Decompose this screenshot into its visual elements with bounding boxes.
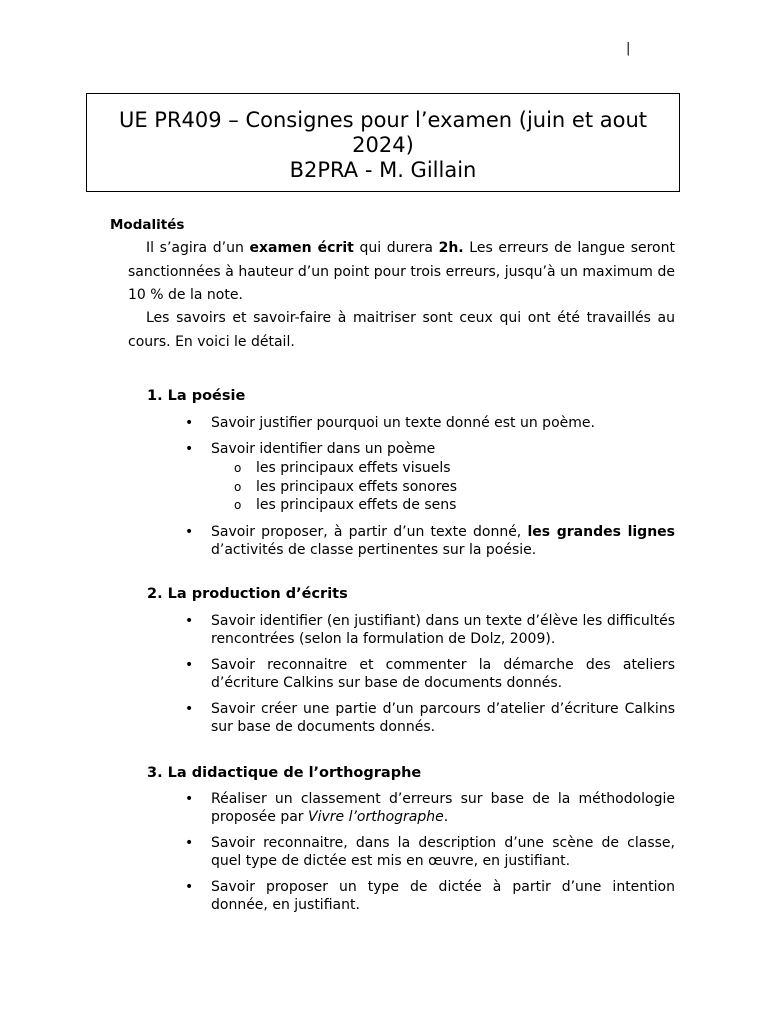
circle-bullet-icon: o xyxy=(234,498,242,512)
bullet-icon: • xyxy=(185,835,194,851)
list-item: • Savoir identifier (en justifiant) dans un texte d’élève les difficultés rencontrées (selon la formulation de Dolz, 2009). xyxy=(185,613,675,647)
section-heading-orthographe: 3. La didactique de l’orthographe xyxy=(147,765,422,781)
section-list-poesie xyxy=(185,414,675,567)
title-line-1: UE PR409 – Consignes pour l’examen (juin et aout xyxy=(118,108,648,132)
list-item: • Savoir proposer, à partir d’un texte donné, les grandes lignes d’activités de classe pertinentes sur la poésie. xyxy=(185,523,675,558)
title-line-3: B2PRA - M. Gillain xyxy=(289,158,477,182)
bullet-icon: • xyxy=(185,415,194,431)
page-marker: | xyxy=(626,41,631,56)
list-item: • Savoir justifier pourquoi un texte donné est un poème. xyxy=(185,415,595,431)
sublist xyxy=(211,459,675,515)
bullet-icon: • xyxy=(185,657,194,673)
sublist-item: o les principaux effets sonores xyxy=(234,478,458,495)
bullet-icon: • xyxy=(185,441,194,457)
bullet-icon: • xyxy=(185,879,194,895)
section-list-production-ecrits xyxy=(185,612,675,744)
sublist-item: o les principaux effets visuels xyxy=(234,460,451,476)
intro-paragraph-2: Les savoirs et savoir-faire à maitriser sont ceux qui ont été travaillés au cours. En voici le détail. xyxy=(128,310,675,350)
title-box xyxy=(86,93,680,192)
circle-bullet-icon: o xyxy=(234,479,242,494)
section-heading-poesie: 1. La poésie xyxy=(147,388,246,404)
bullet-icon: • xyxy=(185,791,194,807)
intro-paragraph-1: Il s’agira d’un examen écrit qui durera 2h. Les erreurs de langue seront sanctionnées à hauteur d’un point pour trois erreurs, jusqu’à un maximum de 10 % de la note. xyxy=(128,240,675,303)
bullet-icon: • xyxy=(185,523,194,540)
list-item: • Savoir reconnaitre et commenter la démarche des ateliers d’écriture Calkins sur base de documents donnés. xyxy=(185,657,675,691)
sublist-item: o les principaux effets de sens xyxy=(234,497,457,513)
list-item: • Savoir reconnaitre, dans la description d’une scène de classe, quel type de dictée est mis en œuvre, en justifiant. xyxy=(185,835,675,869)
section-list-orthographe xyxy=(185,790,675,922)
list-item: • Savoir proposer un type de dictée à partir d’une intention donnée, en justifiant. xyxy=(185,879,675,913)
list-item: • Savoir identifier dans un poème o les principaux effets visuels o les principaux effets sonores o les principaux effets de sens xyxy=(185,440,675,515)
list-item: • Savoir créer une partie d’un parcours d’atelier d’écriture Calkins sur base de documents donnés. xyxy=(185,701,675,735)
modalites-label: Modalités xyxy=(110,217,185,233)
list-item: • Réaliser un classement d’erreurs sur base de la méthodologie proposée par Vivre l’orthographe. xyxy=(185,791,675,825)
bullet-icon: • xyxy=(185,701,194,717)
bullet-icon: • xyxy=(185,613,194,629)
title-line-2: 2024) xyxy=(352,133,414,157)
circle-bullet-icon: o xyxy=(234,461,242,475)
section-heading-production-ecrits: 2. La production d’écrits xyxy=(147,586,348,602)
